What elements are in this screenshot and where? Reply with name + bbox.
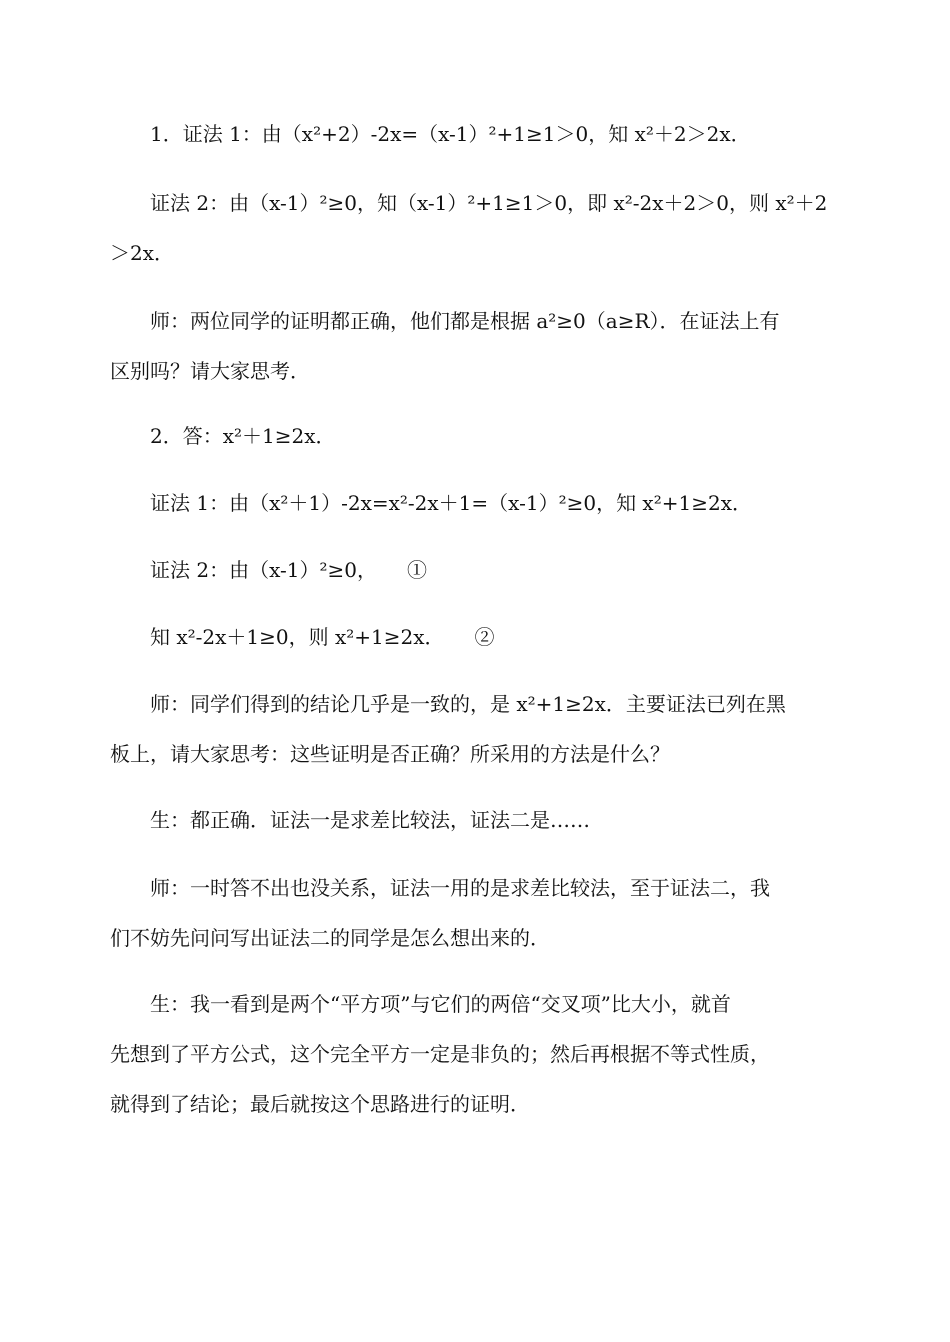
text-line: 2．答：x²＋1≥2x．	[150, 424, 336, 448]
paragraph-proof-2-2a	[110, 545, 840, 595]
paragraph-answer-2	[110, 411, 840, 461]
text-line: 1．证法 1：由（x²+2）-2x=（x-1）²+1≥1＞0，知 x²＋2＞2x．	[150, 122, 751, 146]
paragraph-student-2	[110, 979, 840, 1129]
paragraph-teacher-2	[110, 679, 840, 779]
paragraph-proof-2-2b	[110, 612, 840, 662]
paragraph-teacher-3	[110, 863, 840, 963]
text-line: 证法 2：由（x-1）²≥0， ①	[150, 558, 427, 582]
text-line: 先想到了平方公式，这个完全平方一定是非负的；然后再根据不等式性质，	[110, 1042, 770, 1066]
paragraph-student-1	[110, 795, 840, 845]
text-line: 师：一时答不出也没关系，证法一用的是求差比较法，至于证法二，我	[150, 876, 770, 900]
text-line: 师：两位同学的证明都正确，他们都是根据 a²≥0（a≥R）．在证法上有	[150, 309, 780, 333]
text-line: 们不妨先问问写出证法二的同学是怎么想出来的．	[110, 926, 550, 950]
text-line: 就得到了结论；最后就按这个思路进行的证明．	[110, 1092, 530, 1116]
text-line: ＞2x．	[110, 241, 175, 265]
text-line: 知 x²-2x＋1≥0，则 x²+1≥2x． ②	[150, 625, 495, 649]
text-line: 师：同学们得到的结论几乎是一致的，是 x²+1≥2x．主要证法已列在黑	[150, 692, 786, 716]
paragraph-proof-2	[110, 178, 840, 278]
text-line: 证法 2：由（x-1）²≥0，知（x-1）²+1≥1＞0，即 x²-2x＋2＞0，则 x²＋2	[150, 191, 828, 215]
text-line: 区别吗？请大家思考．	[110, 359, 310, 383]
paragraph-proof-1	[110, 109, 840, 159]
text-line: 生：都正确．证法一是求差比较法，证法二是……	[150, 808, 590, 832]
text-line: 生：我一看到是两个“平方项”与它们的两倍“交叉项”比大小，就首	[150, 992, 731, 1016]
paragraph-proof-2-1	[110, 478, 840, 528]
paragraph-teacher-1	[110, 296, 840, 396]
text-line: 证法 1：由（x²＋1）-2x=x²-2x＋1=（x-1）²≥0，知 x²+1≥2x．	[150, 491, 752, 515]
text-line: 板上，请大家思考：这些证明是否正确？所采用的方法是什么？	[110, 742, 670, 766]
